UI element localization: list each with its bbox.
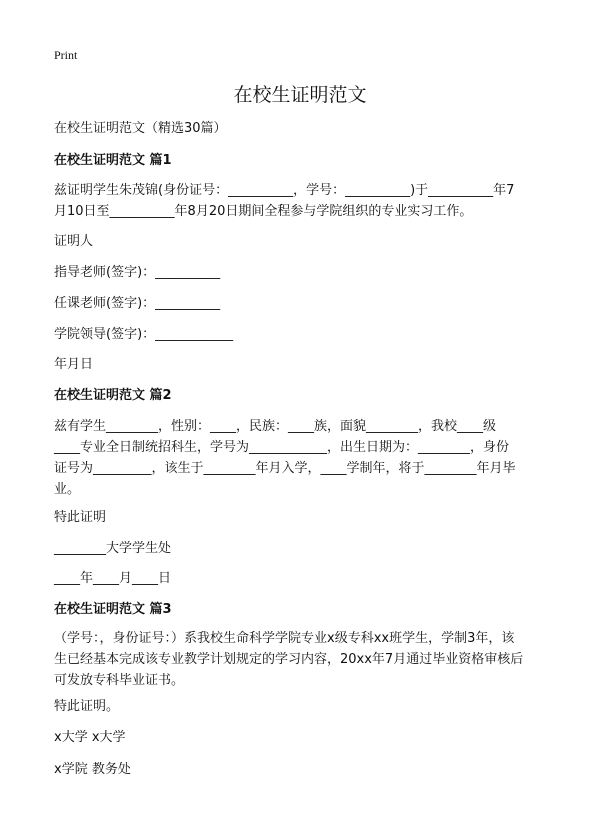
section1-heading: 在校生证明范文 篇1 xyxy=(54,153,172,168)
section3-heading: 在校生证明范文 篇3 xyxy=(54,602,172,617)
section2-office: ________大学学生处 xyxy=(54,541,172,556)
document-subtitle: 在校生证明范文（精选30篇） xyxy=(54,121,227,136)
section1-certifier: 证明人 xyxy=(54,234,94,249)
section3-closing: 特此证明。 xyxy=(54,699,120,714)
section2-body-line2: ____专业全日制统招科生，学号为____________，出生日期为：________，身份 xyxy=(54,440,510,455)
section3-body-line1: （学号：，身份证号：）系我校生命科学学院专业x级专科xx班学生，学制3年，该 xyxy=(54,631,515,646)
section3-body-line3: 可发放专科毕业证书。 xyxy=(54,673,185,688)
section2-body-line4: 业。 xyxy=(54,482,81,497)
section1-advisor-signature: 指导老师(签字)：__________ xyxy=(54,265,221,280)
section2-date: ____年____月____日 xyxy=(54,571,172,586)
section3-office: x学院 教务处 xyxy=(54,762,131,777)
section2-body-line3: 证号为_________，该生于________年月入学，____学制年，将于________年月毕 xyxy=(54,461,516,476)
section1-leader-signature: 学院领导(签字)：____________ xyxy=(54,327,234,342)
section3-university: x大学 x大学 xyxy=(54,730,126,745)
section1-body-line1: 兹证明学生朱茂锦(身份证号：__________，学号：__________)于__________年7 xyxy=(54,183,515,198)
section2-body-line1: 兹有学生________，性别：____，民族：____族，面貌________，我校____级 xyxy=(54,419,497,434)
section1-teacher-signature: 任课老师(签字)：__________ xyxy=(54,296,221,311)
section3-body-line2: 生已经基本完成该专业教学计划规定的学习内容，20xx年7月通过毕业资格审核后 xyxy=(54,652,524,667)
section1-date: 年月日 xyxy=(54,357,94,372)
document-title: 在校生证明范文 xyxy=(233,84,367,106)
section1-body-line2: 月10日至__________年8月20日期间全程参与学院组织的专业实习工作。 xyxy=(54,204,473,219)
section2-closing: 特此证明 xyxy=(54,510,107,525)
print-label: Print xyxy=(54,48,78,62)
section2-heading: 在校生证明范文 篇2 xyxy=(54,388,172,403)
